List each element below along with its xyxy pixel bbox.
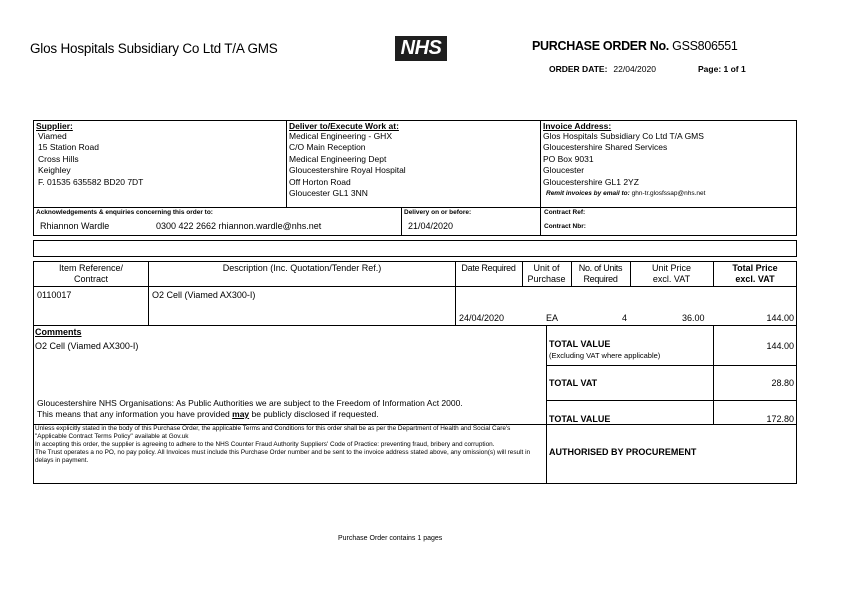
foi-line1: Gloucestershire NHS Organisations: As Public Authorities we are subject to the Freedom of Information Act 2000.: [37, 398, 463, 408]
grand-total-label: TOTAL VALUE: [549, 414, 611, 424]
th-unit-line2: Purchase: [527, 274, 566, 284]
deliver-line: Gloucester GL1 3NN: [289, 188, 368, 199]
order-date-label: ORDER DATE:: [549, 64, 608, 74]
foi-line2: [37, 409, 463, 420]
foi-notice: [37, 398, 463, 420]
nhs-logo: NHS: [395, 36, 447, 61]
total-value-label: TOTAL VALUE: [549, 339, 611, 349]
deliver-line: Medical Engineering Dept: [289, 153, 387, 164]
supplier-section: [36, 121, 284, 188]
total-vat-label: TOTAL VAT: [549, 378, 598, 388]
delivery-label: Delivery on or before:: [404, 209, 472, 216]
supplier-line: Viamed: [38, 131, 67, 141]
divider: [546, 325, 547, 425]
th-unit: [522, 263, 571, 285]
po-title: [532, 39, 738, 53]
terms-p1: Unless explicitly stated in the body of this Purchase Order, the applicable Terms and Conditions for this order shall be as per the Department of Health and Social Care's "Applicable Contract Terms Policy" available at Gov.uk: [35, 425, 511, 440]
order-date: [549, 64, 656, 74]
delivery-date: 21/04/2020: [408, 221, 454, 231]
comments-text: O2 Cell (Viamed AX300-I): [35, 341, 139, 351]
contact-phone-email: 0300 422 2662 rhiannon.wardle@nhs.net: [156, 221, 322, 231]
invoice-line: PO Box 9031: [543, 153, 594, 164]
deliver-to-label: Deliver to/Execute Work at:: [289, 121, 399, 131]
invoice-section: [543, 121, 795, 197]
row-item-ref: 0110017: [37, 290, 72, 300]
invoice-label: Invoice Address:: [543, 121, 612, 131]
th-unit-price-line2: excl. VAT: [652, 274, 691, 284]
divider: [546, 424, 547, 484]
organisation-name: Glos Hospitals Subsidiary Co Ltd T/A GMS: [30, 41, 278, 56]
invoice-line: Glos Hospitals Subsidiary Co Ltd T/A GMS: [543, 131, 704, 141]
pages-note: Purchase Order contains 1 pages: [338, 535, 443, 542]
th-units-required: [571, 263, 630, 285]
total-value: 144.00: [766, 341, 794, 351]
contract-nbr-label: Contract Nbr:: [544, 223, 586, 230]
th-item-ref-line2: Contract: [73, 274, 108, 284]
divider: [540, 207, 541, 236]
th-total-line2: excl. VAT: [735, 274, 775, 284]
invoice-line: Gloucestershire GL1 2YZ: [543, 176, 639, 187]
th-description: Description (Inc. Quotation/Tender Ref.): [222, 263, 382, 273]
grand-total: 172.80: [766, 414, 794, 424]
authorised-label: AUTHORISED BY PROCUREMENT: [549, 447, 697, 457]
th-unit-price: [630, 263, 713, 285]
th-units-line2: Required: [583, 274, 618, 284]
th-unit-price-line1: Unit Price: [651, 263, 691, 273]
deliver-line: Medical Engineering - GHX: [289, 131, 392, 141]
supplier-label: Supplier:: [36, 121, 73, 131]
contract-ref-label: Contract Ref:: [544, 209, 586, 216]
remit-email: ghn-tr.glosfssap@nhs.net: [631, 190, 706, 198]
remit-line: [543, 190, 795, 197]
deliver-line: Off Horton Road: [289, 176, 351, 187]
supplier-line: 15 Station Road: [38, 142, 99, 153]
invoice-line: Gloucestershire Shared Services: [543, 142, 668, 153]
terms-text: [35, 425, 543, 465]
invoice-line: Gloucester: [543, 165, 585, 176]
divider: [540, 120, 541, 208]
remit-label: Remit invoices by email to:: [546, 190, 630, 198]
th-date-required: Date Required: [461, 263, 516, 273]
divider: [401, 207, 402, 236]
foi-line2-post: be publicly disclosed if requested.: [249, 409, 379, 419]
th-units-line1: No. of Units: [578, 263, 623, 273]
total-vat: 28.80: [771, 378, 794, 388]
blank-row: [33, 240, 797, 257]
order-date-value: 22/04/2020: [613, 64, 656, 74]
deliver-line: Gloucestershire Royal Hospital: [289, 165, 406, 176]
th-item-ref-line1: Item Reference/: [58, 263, 124, 273]
page-indicator: Page: 1 of 1: [698, 64, 746, 74]
terms-p3: The Trust operates a no PO, no pay policy. All Invoices must include this Purchase Order number and be sent to the invoice address stated above, any omission(s) will result in delays in payment.: [35, 449, 531, 464]
deliver-line: C/O Main Reception: [289, 142, 366, 153]
po-number: GSS806551: [672, 39, 738, 53]
total-value-note: (Excluding VAT where applicable): [549, 351, 661, 360]
row-description: O2 Cell (Viamed AX300-I): [152, 290, 256, 300]
po-title-prefix: PURCHASE ORDER No.: [532, 39, 669, 53]
row-total: 144.00: [766, 313, 794, 323]
supplier-line: Keighley: [38, 165, 71, 176]
ack-label: Acknowledgements & enquiries concerning this order to:: [36, 209, 213, 216]
terms-p2: In accepting this order, the supplier is agreeing to adhere to the NHS Counter Fraud Authority Suppliers' Code of Practice: preventing fraud, bribery and corruption.: [35, 441, 495, 448]
contact-name: Rhiannon Wardle: [40, 221, 110, 231]
th-item-ref: [34, 263, 148, 285]
divider: [546, 400, 797, 401]
divider: [286, 120, 287, 208]
row-units: 4: [622, 313, 628, 323]
supplier-line: Cross Hills: [38, 153, 79, 164]
th-unit-line1: Unit of: [533, 263, 560, 273]
foi-may: may: [232, 409, 250, 419]
deliver-to-section: [289, 121, 537, 199]
th-total-line1: Total Price: [732, 263, 778, 273]
row-unit: EA: [545, 313, 558, 323]
supplier-line: F. 01535 635582 BD20 7DT: [38, 176, 144, 187]
divider: [713, 325, 714, 425]
comments-label: Comments: [35, 327, 82, 337]
divider: [546, 365, 797, 366]
row-date-required: 24/04/2020: [459, 313, 505, 323]
th-total-price: [713, 263, 797, 285]
row-unit-price: 36.00: [682, 313, 705, 323]
foi-line2-pre: This means that any information you have provided: [37, 409, 233, 419]
